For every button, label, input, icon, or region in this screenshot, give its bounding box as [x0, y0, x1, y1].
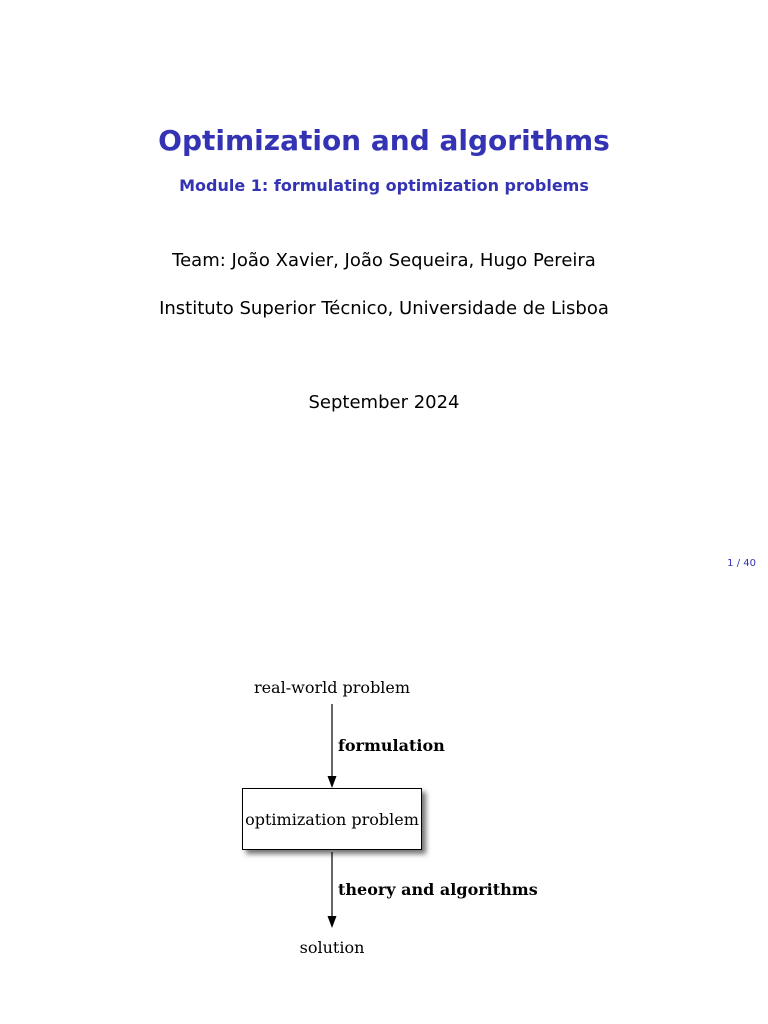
presentation-title: Optimization and algorithms	[158, 124, 610, 157]
formulation-arrow	[325, 704, 339, 790]
optimization-problem-label: optimization problem	[245, 809, 419, 829]
diagram-slide	[0, 590, 768, 1024]
institution: Instituto Superior Técnico, Universidade de Lisboa	[159, 298, 609, 319]
formulation-label: formulation	[338, 736, 445, 755]
presentation-subtitle: Module 1: formulating optimization problems	[179, 176, 589, 195]
solution-label: solution	[299, 938, 365, 957]
theory-arrow	[325, 852, 339, 932]
page-number: 1 / 40	[727, 558, 756, 569]
theory-and-algorithms-label: theory and algorithms	[338, 880, 538, 899]
team-authors: Team: João Xavier, João Sequeira, Hugo Pereira	[172, 250, 596, 271]
real-world-problem-label: real-world problem	[253, 678, 411, 697]
presentation-date: September 2024	[308, 392, 460, 413]
optimization-problem-box	[242, 788, 422, 850]
